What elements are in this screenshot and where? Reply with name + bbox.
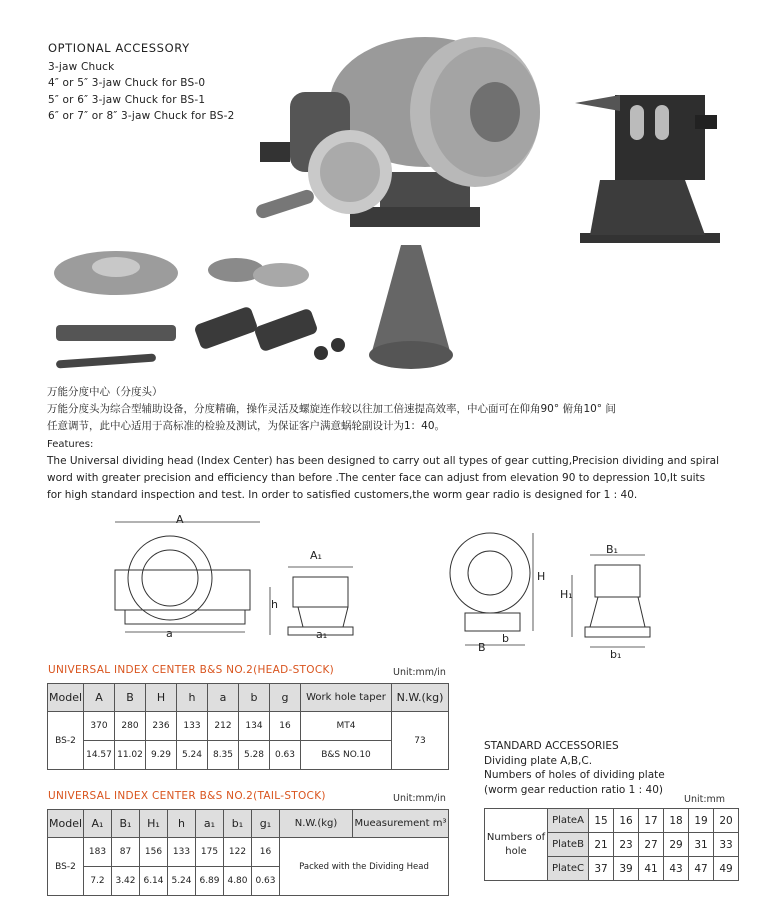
- col-header: A₁: [84, 810, 112, 838]
- optional-item: 4″ or 5″ 3-jaw Chuck for BS-0: [48, 77, 206, 89]
- dimension-drawing-front: [100, 510, 275, 645]
- dim-label-H: H: [537, 570, 546, 583]
- head-stock-table: [47, 683, 449, 770]
- table-cell: 14.57: [84, 741, 115, 770]
- hole-count: 19: [689, 809, 714, 833]
- cn-title: 万能分度中心（分度头）: [47, 386, 163, 398]
- accessory-parts-photo: [46, 235, 466, 385]
- dim-label-b1: b₁: [610, 648, 622, 661]
- table-cell: 87: [112, 838, 140, 867]
- table-cell: 9.29: [146, 741, 177, 770]
- dim-label-A: A: [176, 513, 184, 526]
- plate-name: PlateC: [548, 857, 589, 881]
- table-cell: 6.89: [196, 867, 224, 896]
- dimension-drawing-tail-front: [560, 545, 670, 660]
- optional-item: 3-jaw Chuck: [48, 60, 115, 73]
- standard-title: STANDARD ACCESSORIES: [484, 740, 619, 752]
- standard-line: Dividing plate A,B,C.: [484, 754, 593, 767]
- standard-unit: Unit:mm: [684, 794, 726, 805]
- table-header-row: [48, 684, 449, 712]
- table-cell: 5.24: [177, 741, 208, 770]
- hole-count: 47: [689, 857, 714, 881]
- plate-name: PlateB: [548, 833, 589, 857]
- table-cell: 0.63: [270, 741, 301, 770]
- features-label: Features:: [47, 439, 94, 450]
- table-cell: 370: [84, 712, 115, 741]
- dim-label-B1: B₁: [606, 543, 618, 556]
- head-table-unit: Unit:mm/in: [393, 667, 446, 678]
- dim-label-H1: H₁: [560, 588, 573, 601]
- standard-accessories-block: [484, 739, 665, 797]
- hole-count: 21: [589, 833, 614, 857]
- table-cell: 6.14: [140, 867, 168, 896]
- dim-label-A1: A₁: [310, 549, 322, 562]
- table-cell: 16: [270, 712, 301, 741]
- hole-count: 39: [614, 857, 639, 881]
- table-cell: 5.24: [168, 867, 196, 896]
- model-cell: BS-2: [48, 712, 84, 770]
- col-header: Model: [48, 810, 84, 838]
- optional-item: 6″ or 7″ or 8″ 3-jaw Chuck for BS-2: [48, 110, 235, 122]
- hole-count: 27: [639, 833, 664, 857]
- features-line: word with greater precision and efficiency than before .The center face can adjust from elevation 90 to depression 10,It suits: [47, 472, 706, 484]
- col-header: b: [239, 684, 270, 712]
- hole-count: 17: [639, 809, 664, 833]
- cn-body-line: 任意调节，此中心适用于高标准的检验及测试，为保证客户满意蜗轮副设计为1：40。: [47, 420, 446, 432]
- hole-count: 23: [614, 833, 639, 857]
- packing-note: Packed with the Dividing Head: [280, 838, 449, 896]
- table-cell: B&S NO.10: [301, 741, 392, 770]
- table-row: [48, 838, 449, 867]
- table-cell: 175: [196, 838, 224, 867]
- table-row: [48, 741, 449, 770]
- table-cell: 133: [177, 712, 208, 741]
- hole-count: 43: [664, 857, 689, 881]
- optional-accessory-title: OPTIONAL ACCESSORY: [48, 41, 190, 55]
- optional-accessory-block: [48, 40, 234, 125]
- optional-item: 5″ or 6″ 3-jaw Chuck for BS-1: [48, 93, 206, 106]
- table-cell: MT4: [301, 712, 392, 741]
- col-header: Mueasurement m³: [353, 810, 449, 838]
- label-line: hole: [505, 845, 527, 857]
- dimension-drawing-head-side: [425, 525, 555, 655]
- table-header-row: [48, 810, 449, 838]
- table-cell: 280: [115, 712, 146, 741]
- description: [47, 384, 737, 504]
- hole-count: 20: [714, 809, 739, 833]
- table-cell: 236: [146, 712, 177, 741]
- col-header: h: [168, 810, 196, 838]
- dim-label-h: h: [271, 598, 278, 611]
- col-header: a: [208, 684, 239, 712]
- tail-stock-table: [47, 809, 449, 896]
- col-header: H: [146, 684, 177, 712]
- hole-count: 15: [589, 809, 614, 833]
- numbers-of-hole-label: [485, 809, 548, 881]
- col-header: N.W.(kg): [392, 684, 449, 712]
- table-cell: 0.63: [252, 867, 280, 896]
- col-header: b₁: [224, 810, 252, 838]
- features-line: for high standard inspection and test. In order to satisfied customers,the worm gear radio is designed for 1 : 40.: [47, 489, 638, 501]
- table-cell: 183: [84, 838, 112, 867]
- cn-body-line: 万能分度头为综合型辅助设备，分度精确，操作灵活及螺旋连作较以往加工倍速提高效率，中心面可在仰角90° 俯角10° 间: [47, 403, 616, 415]
- col-header: H₁: [140, 810, 168, 838]
- table-row: [48, 712, 449, 741]
- plate-name: PlateA: [548, 809, 589, 833]
- col-header: Work hole taper: [301, 684, 392, 712]
- hole-count: 31: [689, 833, 714, 857]
- dim-label-B: B: [478, 641, 486, 654]
- hole-count: 29: [664, 833, 689, 857]
- table-cell: 16: [252, 838, 280, 867]
- dividing-head-photo: [250, 22, 560, 238]
- col-header: g₁: [252, 810, 280, 838]
- table-cell: 133: [168, 838, 196, 867]
- standard-line: (worm gear reduction ratio 1 : 40): [484, 783, 664, 796]
- col-header: Model: [48, 684, 84, 712]
- hole-count: 18: [664, 809, 689, 833]
- table-cell: 11.02: [115, 741, 146, 770]
- col-header: B: [115, 684, 146, 712]
- dividing-plate-table: [484, 808, 739, 881]
- table-cell: 3.42: [112, 867, 140, 896]
- table-cell: 156: [140, 838, 168, 867]
- table-cell: 122: [224, 838, 252, 867]
- features-line: The Universal dividing head (Index Center) has been designed to carry out all types of gear cutting,Precision dividing and spiral: [47, 455, 720, 467]
- dim-label-a: a: [166, 627, 173, 640]
- col-header: N.W.(kg): [280, 810, 353, 838]
- weight-cell: 73: [392, 712, 449, 770]
- hole-count: 41: [639, 857, 664, 881]
- standard-line: Numbers of holes of dividing plate: [484, 769, 665, 781]
- col-header: A: [84, 684, 115, 712]
- dim-label-a1: a₁: [316, 628, 328, 641]
- table-cell: 7.2: [84, 867, 112, 896]
- tailstock-photo: [575, 85, 725, 245]
- table-row: [485, 809, 739, 833]
- head-table-title: UNIVERSAL INDEX CENTER B&S NO.2(HEAD-STOCK): [48, 664, 335, 676]
- hole-count: 37: [589, 857, 614, 881]
- col-header: a₁: [196, 810, 224, 838]
- hole-count: 49: [714, 857, 739, 881]
- table-cell: 4.80: [224, 867, 252, 896]
- table-cell: 134: [239, 712, 270, 741]
- tail-table-title: UNIVERSAL INDEX CENTER B&S NO.2(TAIL-STOCK): [48, 790, 326, 802]
- col-header: g: [270, 684, 301, 712]
- col-header: h: [177, 684, 208, 712]
- table-cell: 5.28: [239, 741, 270, 770]
- tail-table-unit: Unit:mm/in: [393, 793, 446, 804]
- model-cell: BS-2: [48, 838, 84, 896]
- label-line: Numbers of: [486, 831, 546, 843]
- hole-count: 33: [714, 833, 739, 857]
- dim-label-b: b: [502, 632, 509, 645]
- table-cell: 8.35: [208, 741, 239, 770]
- col-header: B₁: [112, 810, 140, 838]
- table-cell: 212: [208, 712, 239, 741]
- hole-count: 16: [614, 809, 639, 833]
